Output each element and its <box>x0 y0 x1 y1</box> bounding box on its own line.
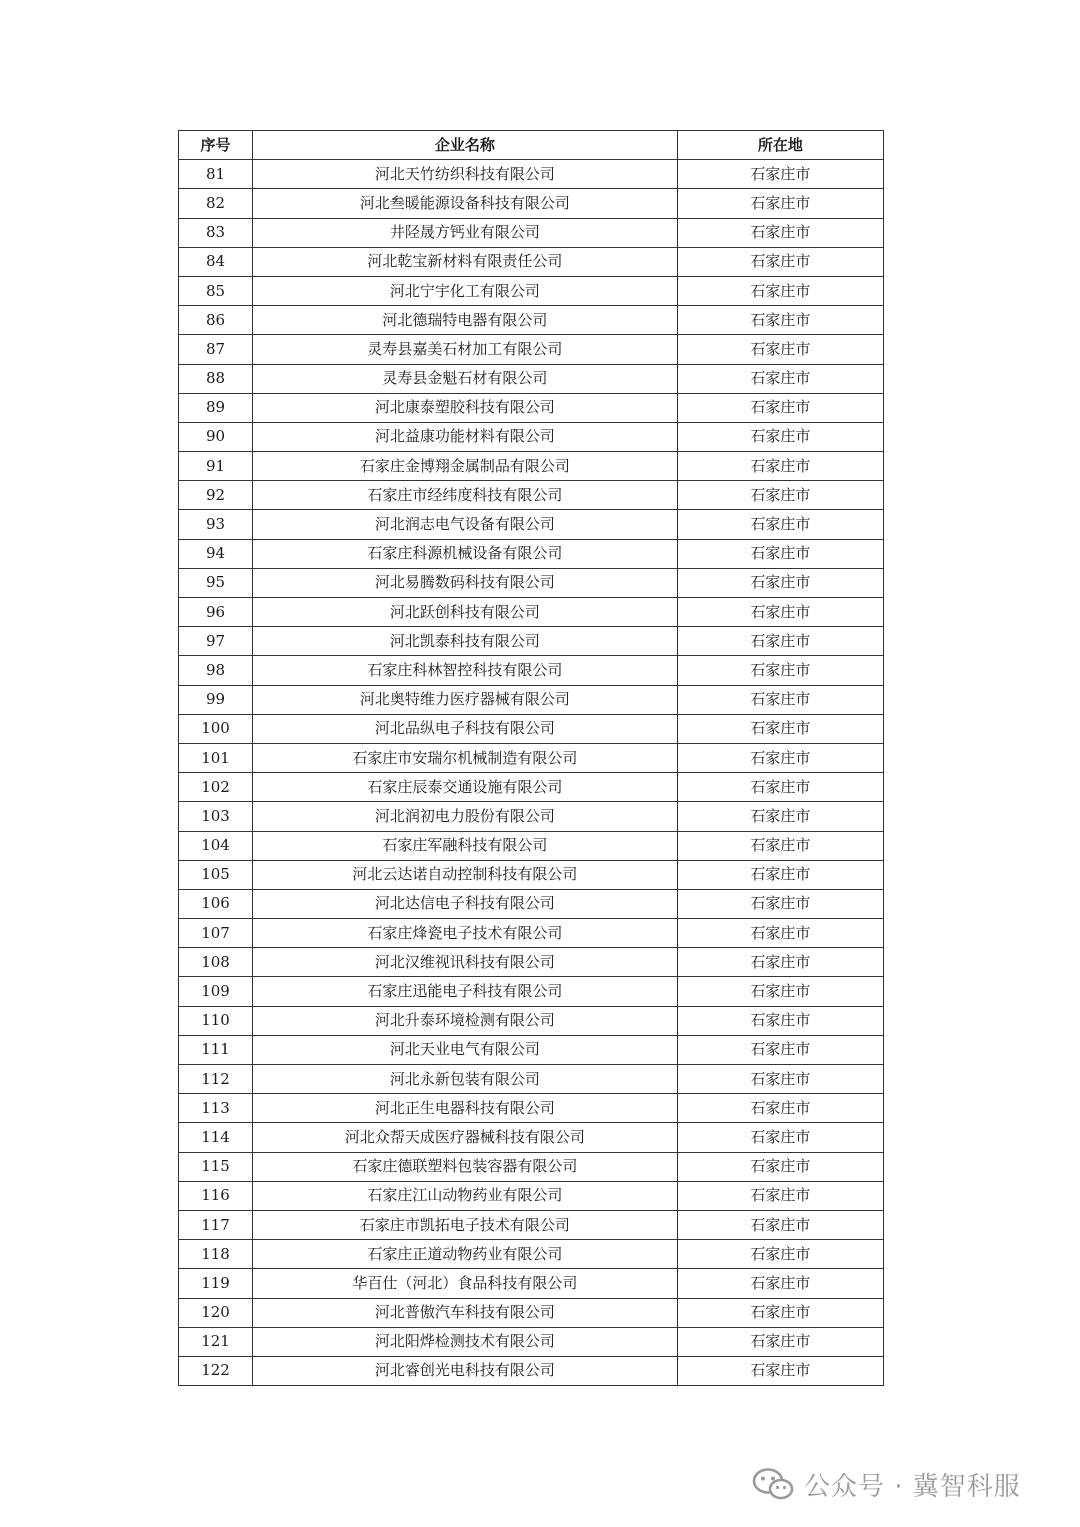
cell-serial-number: 99 <box>179 685 253 714</box>
cell-company-name: 河北品纵电子科技有限公司 <box>253 714 678 743</box>
cell-location: 石家庄市 <box>677 1123 883 1152</box>
cell-location: 石家庄市 <box>677 422 883 451</box>
cell-company-name: 石家庄德联塑料包装容器有限公司 <box>253 1152 678 1181</box>
cell-serial-number: 106 <box>179 889 253 918</box>
cell-location: 石家庄市 <box>677 1298 883 1327</box>
table-row <box>179 656 884 685</box>
cell-company-name: 河北阳烨检测技术有限公司 <box>253 1327 678 1356</box>
cell-serial-number: 107 <box>179 919 253 948</box>
cell-serial-number: 97 <box>179 627 253 656</box>
table-row <box>179 831 884 860</box>
cell-company-name: 石家庄烽瓷电子技术有限公司 <box>253 919 678 948</box>
table-row <box>179 568 884 597</box>
cell-location: 石家庄市 <box>677 1327 883 1356</box>
table-row <box>179 510 884 539</box>
cell-company-name: 河北睿创光电科技有限公司 <box>253 1356 678 1385</box>
cell-serial-number: 114 <box>179 1123 253 1152</box>
cell-location: 石家庄市 <box>677 335 883 364</box>
table-row <box>179 1210 884 1239</box>
cell-location: 石家庄市 <box>677 510 883 539</box>
table-row <box>179 919 884 948</box>
cell-company-name: 河北天业电气有限公司 <box>253 1035 678 1064</box>
cell-serial-number: 93 <box>179 510 253 539</box>
cell-company-name: 河北众帮天成医疗器械科技有限公司 <box>253 1123 678 1152</box>
cell-location: 石家庄市 <box>677 656 883 685</box>
cell-location: 石家庄市 <box>677 948 883 977</box>
cell-location: 石家庄市 <box>677 481 883 510</box>
cell-company-name: 河北汉维视讯科技有限公司 <box>253 948 678 977</box>
cell-location: 石家庄市 <box>677 685 883 714</box>
cell-company-name: 灵寿县嘉美石材加工有限公司 <box>253 335 678 364</box>
table-row <box>179 802 884 831</box>
cell-location: 石家庄市 <box>677 919 883 948</box>
cell-serial-number: 86 <box>179 306 253 335</box>
watermark-text: 公众号 · 冀智科服 <box>804 1471 1021 1502</box>
table-row <box>179 276 884 305</box>
cell-serial-number: 110 <box>179 1006 253 1035</box>
cell-company-name: 河北益康功能材料有限公司 <box>253 422 678 451</box>
table-row <box>179 393 884 422</box>
cell-location: 石家庄市 <box>677 1269 883 1298</box>
cell-serial-number: 118 <box>179 1240 253 1269</box>
cell-company-name: 石家庄迅能电子科技有限公司 <box>253 977 678 1006</box>
cell-location: 石家庄市 <box>677 773 883 802</box>
table-row <box>179 452 884 481</box>
cell-serial-number: 96 <box>179 598 253 627</box>
cell-serial-number: 119 <box>179 1269 253 1298</box>
cell-company-name: 河北润初电力股份有限公司 <box>253 802 678 831</box>
table-row <box>179 364 884 393</box>
cell-serial-number: 121 <box>179 1327 253 1356</box>
cell-location: 石家庄市 <box>677 1152 883 1181</box>
cell-serial-number: 108 <box>179 948 253 977</box>
cell-company-name: 河北凯泰科技有限公司 <box>253 627 678 656</box>
cell-serial-number: 112 <box>179 1065 253 1094</box>
cell-company-name: 河北升泰环境检测有限公司 <box>253 1006 678 1035</box>
cell-location: 石家庄市 <box>677 889 883 918</box>
header-location: 所在地 <box>677 131 883 160</box>
table-row <box>179 1240 884 1269</box>
table-row <box>179 160 884 189</box>
wechat-icon <box>752 1467 794 1501</box>
cell-company-name: 灵寿县金魁石材有限公司 <box>253 364 678 393</box>
cell-company-name: 河北跃创科技有限公司 <box>253 598 678 627</box>
cell-serial-number: 109 <box>179 977 253 1006</box>
cell-company-name: 河北达信电子科技有限公司 <box>253 889 678 918</box>
cell-company-name: 华百仕（河北）食品科技有限公司 <box>253 1269 678 1298</box>
cell-location: 石家庄市 <box>677 452 883 481</box>
cell-location: 石家庄市 <box>677 1094 883 1123</box>
cell-location: 石家庄市 <box>677 306 883 335</box>
table-row <box>179 948 884 977</box>
cell-company-name: 河北天竹纺织科技有限公司 <box>253 160 678 189</box>
cell-location: 石家庄市 <box>677 802 883 831</box>
cell-company-name: 河北叁暖能源设备科技有限公司 <box>253 189 678 218</box>
table-row <box>179 1356 884 1385</box>
cell-location: 石家庄市 <box>677 714 883 743</box>
cell-company-name: 井陉晟方钙业有限公司 <box>253 218 678 247</box>
cell-serial-number: 120 <box>179 1298 253 1327</box>
cell-location: 石家庄市 <box>677 218 883 247</box>
cell-serial-number: 104 <box>179 831 253 860</box>
table-row <box>179 1065 884 1094</box>
cell-serial-number: 113 <box>179 1094 253 1123</box>
cell-company-name: 河北德瑞特电器有限公司 <box>253 306 678 335</box>
cell-company-name: 石家庄江山动物药业有限公司 <box>253 1181 678 1210</box>
cell-location: 石家庄市 <box>677 247 883 276</box>
table-row <box>179 539 884 568</box>
table-row <box>179 306 884 335</box>
table-row <box>179 977 884 1006</box>
cell-company-name: 石家庄科林智控科技有限公司 <box>253 656 678 685</box>
table-row <box>179 1094 884 1123</box>
table-row <box>179 773 884 802</box>
enterprise-table <box>178 130 884 1386</box>
table-row <box>179 422 884 451</box>
cell-serial-number: 92 <box>179 481 253 510</box>
header-company-name: 企业名称 <box>253 131 678 160</box>
cell-location: 石家庄市 <box>677 160 883 189</box>
table-row <box>179 481 884 510</box>
table-row <box>179 189 884 218</box>
cell-location: 石家庄市 <box>677 1006 883 1035</box>
table-row <box>179 889 884 918</box>
cell-serial-number: 101 <box>179 743 253 772</box>
cell-company-name: 石家庄金博翔金属制品有限公司 <box>253 452 678 481</box>
watermark <box>752 1462 1021 1506</box>
cell-location: 石家庄市 <box>677 1035 883 1064</box>
header-serial-number: 序号 <box>179 131 253 160</box>
table-row <box>179 627 884 656</box>
cell-serial-number: 115 <box>179 1152 253 1181</box>
cell-location: 石家庄市 <box>677 1356 883 1385</box>
cell-location: 石家庄市 <box>677 189 883 218</box>
cell-serial-number: 83 <box>179 218 253 247</box>
table-row <box>179 1006 884 1035</box>
cell-company-name: 河北宁宇化工有限公司 <box>253 276 678 305</box>
cell-company-name: 河北乾宝新材料有限责任公司 <box>253 247 678 276</box>
cell-location: 石家庄市 <box>677 1065 883 1094</box>
cell-company-name: 河北永新包装有限公司 <box>253 1065 678 1094</box>
header-row <box>179 131 884 160</box>
cell-serial-number: 122 <box>179 1356 253 1385</box>
table-row <box>179 218 884 247</box>
cell-company-name: 河北正生电器科技有限公司 <box>253 1094 678 1123</box>
cell-company-name: 河北奥特维力医疗器械有限公司 <box>253 685 678 714</box>
cell-company-name: 石家庄正道动物药业有限公司 <box>253 1240 678 1269</box>
cell-serial-number: 90 <box>179 422 253 451</box>
table-row <box>179 860 884 889</box>
cell-serial-number: 84 <box>179 247 253 276</box>
cell-location: 石家庄市 <box>677 568 883 597</box>
cell-company-name: 石家庄市安瑞尔机械制造有限公司 <box>253 743 678 772</box>
cell-location: 石家庄市 <box>677 393 883 422</box>
table-row <box>179 743 884 772</box>
cell-company-name: 河北润志电气设备有限公司 <box>253 510 678 539</box>
cell-location: 石家庄市 <box>677 627 883 656</box>
table-row <box>179 714 884 743</box>
cell-serial-number: 95 <box>179 568 253 597</box>
cell-company-name: 石家庄辰泰交通设施有限公司 <box>253 773 678 802</box>
cell-serial-number: 94 <box>179 539 253 568</box>
cell-location: 石家庄市 <box>677 977 883 1006</box>
cell-serial-number: 87 <box>179 335 253 364</box>
cell-location: 石家庄市 <box>677 1240 883 1269</box>
cell-serial-number: 105 <box>179 860 253 889</box>
cell-company-name: 石家庄市经纬度科技有限公司 <box>253 481 678 510</box>
cell-company-name: 石家庄市凯拓电子技术有限公司 <box>253 1210 678 1239</box>
cell-serial-number: 98 <box>179 656 253 685</box>
cell-location: 石家庄市 <box>677 860 883 889</box>
cell-serial-number: 103 <box>179 802 253 831</box>
cell-location: 石家庄市 <box>677 276 883 305</box>
table-row <box>179 1035 884 1064</box>
cell-company-name: 河北易腾数码科技有限公司 <box>253 568 678 597</box>
table-row <box>179 598 884 627</box>
cell-company-name: 河北云达诺自动控制科技有限公司 <box>253 860 678 889</box>
cell-location: 石家庄市 <box>677 539 883 568</box>
cell-serial-number: 81 <box>179 160 253 189</box>
table-body <box>179 160 884 1386</box>
cell-company-name: 河北普傲汽车科技有限公司 <box>253 1298 678 1327</box>
cell-serial-number: 111 <box>179 1035 253 1064</box>
cell-location: 石家庄市 <box>677 364 883 393</box>
table-row <box>179 1181 884 1210</box>
cell-location: 石家庄市 <box>677 1181 883 1210</box>
cell-company-name: 河北康泰塑胶科技有限公司 <box>253 393 678 422</box>
table-header <box>179 131 884 160</box>
cell-company-name: 石家庄科源机械设备有限公司 <box>253 539 678 568</box>
cell-serial-number: 91 <box>179 452 253 481</box>
table-row <box>179 685 884 714</box>
cell-serial-number: 85 <box>179 276 253 305</box>
cell-location: 石家庄市 <box>677 1210 883 1239</box>
cell-serial-number: 88 <box>179 364 253 393</box>
table-row <box>179 1123 884 1152</box>
cell-serial-number: 100 <box>179 714 253 743</box>
table-row <box>179 247 884 276</box>
cell-serial-number: 89 <box>179 393 253 422</box>
cell-serial-number: 82 <box>179 189 253 218</box>
table-row <box>179 1152 884 1181</box>
table-row <box>179 1269 884 1298</box>
cell-location: 石家庄市 <box>677 743 883 772</box>
cell-serial-number: 116 <box>179 1181 253 1210</box>
table-row <box>179 335 884 364</box>
cell-serial-number: 102 <box>179 773 253 802</box>
cell-location: 石家庄市 <box>677 831 883 860</box>
cell-company-name: 石家庄军融科技有限公司 <box>253 831 678 860</box>
cell-serial-number: 117 <box>179 1210 253 1239</box>
table-row <box>179 1298 884 1327</box>
table-row <box>179 1327 884 1356</box>
cell-location: 石家庄市 <box>677 598 883 627</box>
